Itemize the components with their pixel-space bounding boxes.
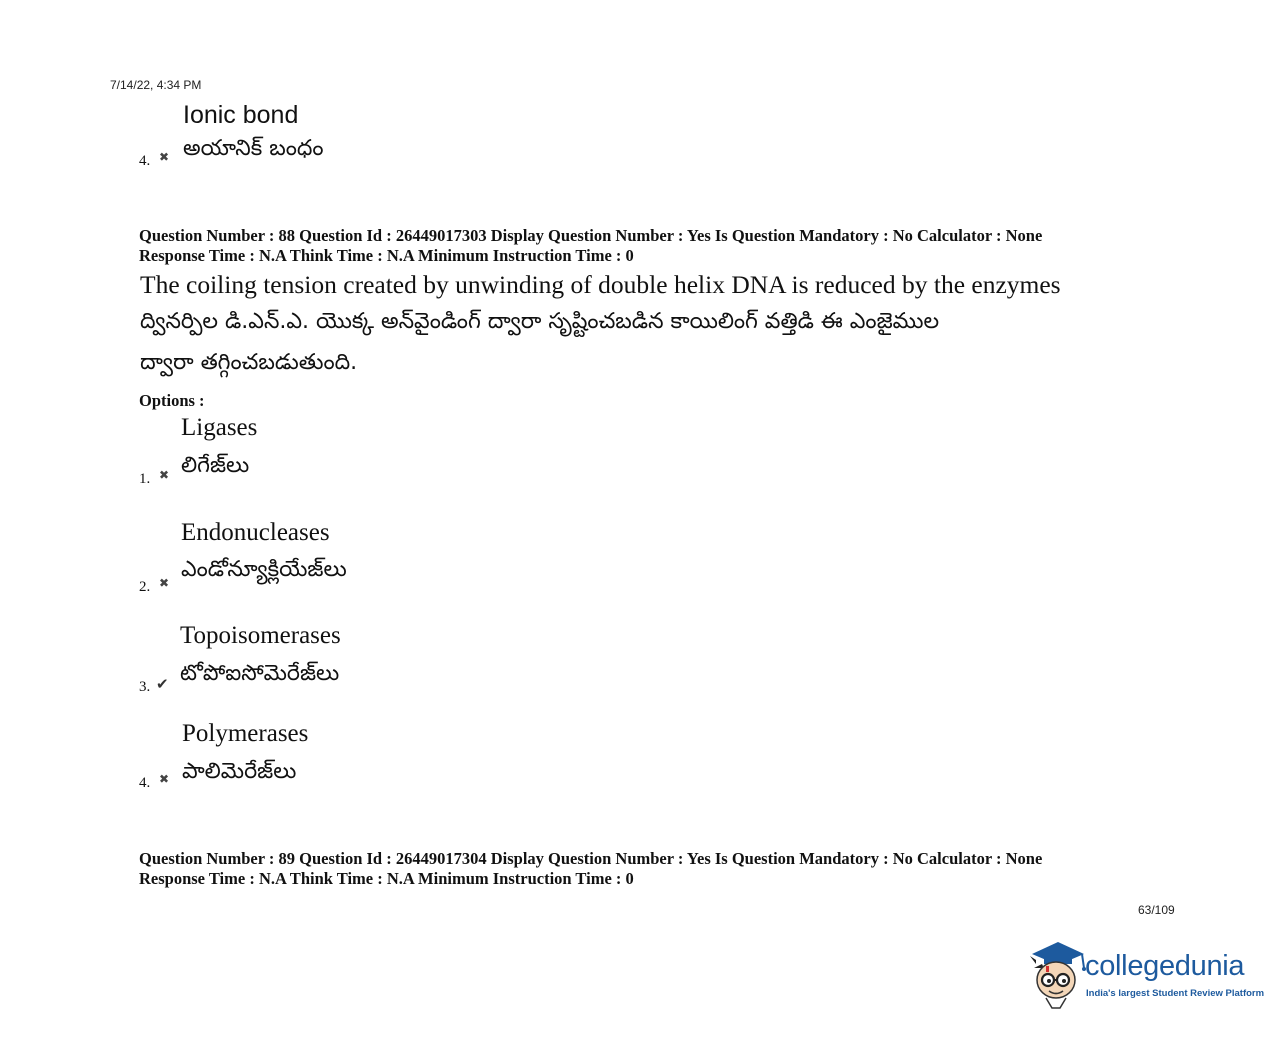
- question-88-text-telugu-line1: ద్వినర్పిల డి.ఎన్.ఎ. యొక్క అన్‌వైండింగ్ ద్వారా సృష్టించబడిన కాయిలింగ్ వత్తిడి ఈ ఎంజైముల: [140, 309, 940, 334]
- correct-check-icon: ✔: [156, 675, 169, 693]
- prev-option-4-telugu: అయానిక్ బంధం: [183, 136, 324, 161]
- option-2-english: Endonucleases: [181, 519, 330, 546]
- prev-option-4-number: 4.: [139, 153, 151, 169]
- question-88-meta-line2: Response Time : N.A Think Time : N.A Minimum Instruction Time : 0: [139, 245, 634, 265]
- option-2-telugu: ఎండోన్యూక్లియేజ్‌లు: [181, 557, 347, 582]
- option-4-english: Polymerases: [182, 720, 309, 747]
- option-4-number: 4.: [139, 775, 151, 791]
- option-1-telugu: లిగేజ్‌లు: [181, 453, 250, 478]
- question-88-text-telugu-line2: ద్వారా తగ్గించబడుతుంది.: [140, 350, 358, 375]
- option-3-english: Topoisomerases: [180, 622, 341, 649]
- option-4-telugu: పాలిమెరేజ్‌లు: [182, 759, 297, 784]
- question-89-meta-line2: Response Time : N.A Think Time : N.A Minimum Instruction Time : 0: [139, 868, 634, 888]
- question-89-meta-line1: Question Number : 89 Question Id : 26449017304 Display Question Number : Yes Is Question Mandatory : No Calculator : None: [139, 849, 1043, 868]
- wrong-mark-icon: ✖: [159, 150, 170, 164]
- options-label: Options :: [139, 391, 205, 410]
- wrong-mark-icon: ✖: [159, 772, 170, 786]
- question-88-text-english: The coiling tension created by unwinding of double helix DNA is reduced by the enzymes: [140, 270, 1061, 299]
- wrong-mark-icon: ✖: [159, 576, 170, 590]
- print-timestamp: 7/14/22, 4:34 PM: [110, 78, 202, 92]
- wrong-mark-icon: ✖: [159, 468, 170, 482]
- option-1-number: 1.: [139, 471, 151, 487]
- question-88-meta-line1: Question Number : 88 Question Id : 26449017303 Display Question Number : Yes Is Question Mandatory : No Calculator : None: [139, 226, 1043, 245]
- option-2-number: 2.: [139, 579, 151, 595]
- collegedunia-wordmark: collegedunia: [1085, 950, 1245, 982]
- option-1-english: Ligases: [181, 414, 258, 441]
- prev-option-4-english: Ionic bond: [183, 101, 299, 129]
- collegedunia-tagline: India's largest Student Review Platform: [1086, 988, 1265, 999]
- page-number: 63/109: [1138, 903, 1175, 917]
- option-3-number: 3.: [139, 679, 151, 695]
- option-3-telugu: టోపోఐసోమెరేజ్‌లు: [180, 661, 340, 686]
